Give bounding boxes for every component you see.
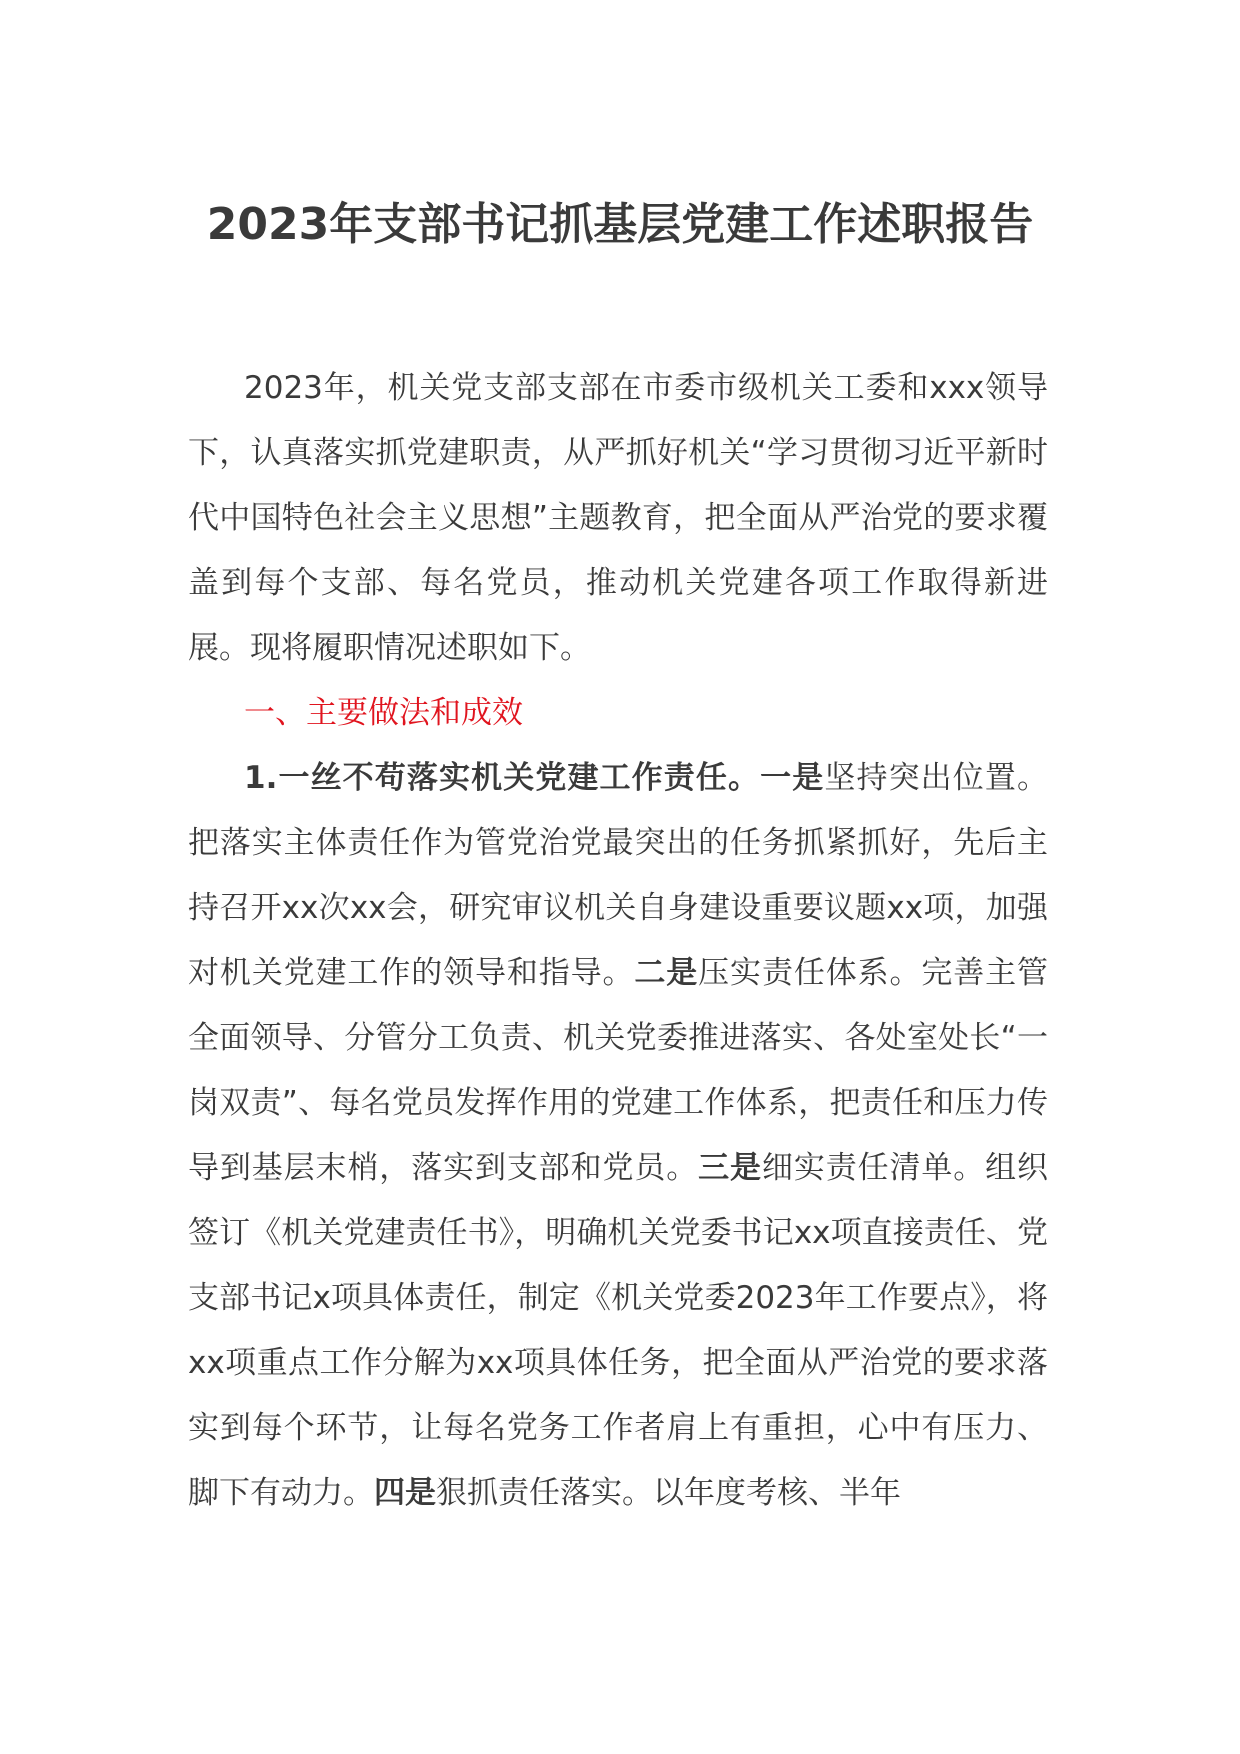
item-1-text-1: 坚持突出位置。把落实主体责任作为管党治党最突出的任务抓紧抓好，先后主持召开xx次xx会，研究审议机关自身建设重要议题xx项，加强对机关党建工作的领导和指导。 — [188, 760, 1049, 991]
intro-paragraph: 2023年，机关党支部支部在市委市级机关工委和xxx领导下，认真落实抓党建职责，从严抓好机关“学习贯彻习近平新时代中国特色社会主义思想”主题教育，把全面从严治党的要求覆盖到每个支部、每名党员，推动机关党建各项工作取得新进展。现将履职情况述职如下。 — [188, 370, 1048, 666]
document-title: 2023年支部书记抓基层党建工作述职报告 — [206, 199, 1034, 250]
item-1-lead-2: 二是 — [634, 955, 699, 991]
document-body — [188, 356, 1048, 1526]
item-1-lead-4: 四是 — [374, 1475, 436, 1511]
item-1-text-3: 细实责任清单。组织签订《机关党建责任书》，明确机关党委书记xx项直接责任、党支部书记x项具体责任，制定《机关党委2023年工作要点》，将xx项重点工作分解为xx项具体任务，把全面从严治党的要求落实到每个环节，让每名党务工作者肩上有重担，心中有压力、脚下有动力。 — [188, 1150, 1049, 1511]
section-heading: 一、主要做法和成效 — [244, 695, 523, 731]
item-1-lead-1: 一是 — [760, 760, 825, 796]
item-1-lead-3: 三是 — [698, 1150, 762, 1186]
item-1-title: 1.一丝不苟落实机关党建工作责任。 — [244, 760, 761, 796]
item-1-text-4: 狠抓责任落实。以年度考核、半年 — [436, 1475, 901, 1511]
item-1-text-2: 压实责任体系。完善主管全面领导、分管分工负责、机关党委推进落实、各处室处长“一岗双责”、每名党员发挥作用的党建工作体系，把责任和压力传导到基层末梢，落实到支部和党员。 — [188, 955, 1049, 1186]
item-1-paragraph — [188, 746, 1048, 1526]
